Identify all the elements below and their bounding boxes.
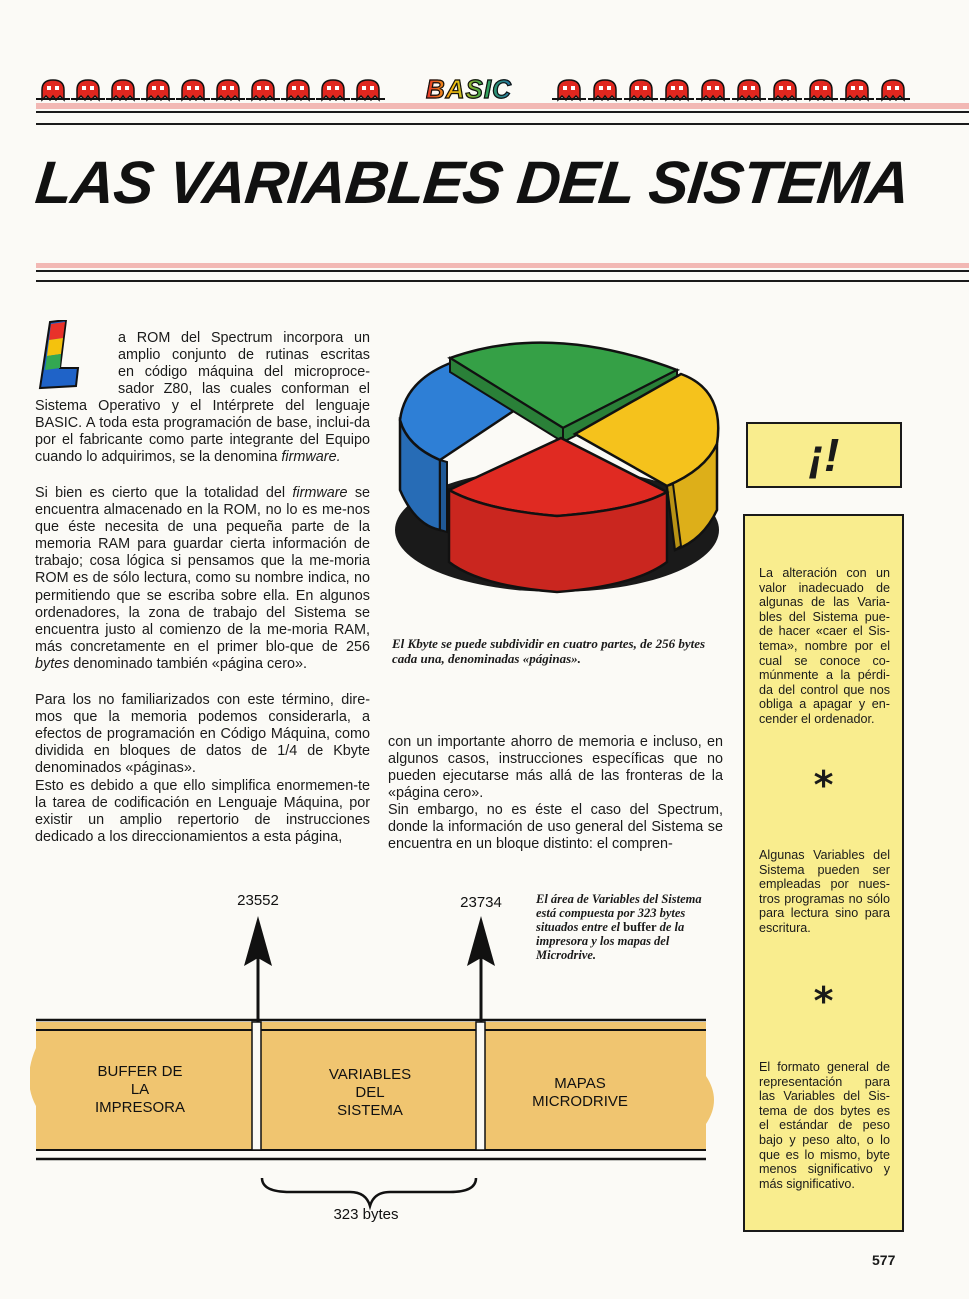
address-end-label: 23734 xyxy=(460,894,502,911)
paragraph-1-text: Sistema Operativo y el Intérprete del lenguaje BASIC. A toda esta programación de base, inclui-da por el fabricante como parte integrante del Equipo cuando lo adquirimos, se la denomina xyxy=(35,398,370,466)
invader-icon xyxy=(804,76,838,102)
invader-icon xyxy=(141,76,175,102)
sidebar-notes xyxy=(743,514,904,1232)
invader-icon xyxy=(588,76,622,102)
invader-icon xyxy=(351,76,385,102)
arrow-up-icon xyxy=(467,916,495,1022)
invader-icon xyxy=(552,76,586,102)
invader-icon xyxy=(281,76,315,102)
invader-icon xyxy=(71,76,105,102)
block-buffer-label: BUFFER DE xyxy=(97,1063,183,1080)
memory-caption-text: El área de Variables del Sistema está compuesta por 323 bytes situados entre el xyxy=(536,892,702,934)
paragraph-6: Sin embargo, no es éste el caso del Spectrum, donde la información de uso general del Sistema se encuentra en un bloque distinto: el compren- xyxy=(388,802,723,853)
header-rule-2 xyxy=(36,123,969,125)
invader-icon xyxy=(660,76,694,102)
invader-row-right xyxy=(552,0,917,110)
paragraph-2-italic: firmware xyxy=(292,485,348,501)
title-rule xyxy=(36,270,969,272)
title-rule-2 xyxy=(36,280,969,282)
paragraph-3: Para los no familiarizados con este término, dire-mos que la memoria podemos considerarla, a efectos de programación en Código Máquina, como dividida en bloques de datos de 1/4 de Kbyte denominados «páginas». xyxy=(35,692,370,777)
invader-icon xyxy=(246,76,280,102)
block-buffer-label: LA xyxy=(130,1081,150,1098)
block-variables-label: VARIABLES xyxy=(328,1066,412,1083)
page-pie-illustration xyxy=(385,340,730,595)
drop-cap-letter xyxy=(36,320,80,390)
paragraph-2-italic-2: bytes xyxy=(35,655,70,672)
block-microdrive-label: MICRODRIVE xyxy=(532,1093,628,1110)
block-divider-left xyxy=(252,1022,261,1150)
pie-caption: El Kbyte se puede subdividir en cuatro partes, de 256 bytes cada una, denominadas «páginas». xyxy=(392,636,706,666)
block-microdrive-label: MAPAS xyxy=(554,1075,606,1092)
paragraph-1 xyxy=(35,398,370,466)
section-logo: BASIC xyxy=(426,74,522,104)
paragraph-2-text: Si bien es cierto que la totalidad del xyxy=(35,485,286,501)
invader-icon xyxy=(696,76,730,102)
invader-icon xyxy=(732,76,766,102)
invader-icon xyxy=(106,76,140,102)
block-buffer-label: IMPRESORA xyxy=(94,1099,186,1116)
sidebar-note-2: Algunas Variables del Sistema pueden ser empleadas por nues-tros programas no sólo para lectura sino para escritura. xyxy=(759,848,890,935)
span-label: 323 bytes xyxy=(333,1206,399,1223)
sidebar-exclaim-box xyxy=(746,422,902,488)
header-rule xyxy=(36,111,969,113)
intro-line: sador Z80, las cuales conforman el xyxy=(118,381,370,398)
sidebar-note-3: El formato general de representación para las Variables del Sis-tema de dos bytes es el estándar de peso bajo y peso alto, o lo que es lo mismo, byte menos significativo y más significativo. xyxy=(759,1060,890,1191)
intro-line: amplio conjunto de rutinas escritas xyxy=(118,347,370,364)
asterisk-icon: * xyxy=(813,979,834,1023)
paragraph-2-text-c: denominado también «página cero». xyxy=(73,655,308,672)
paragraph-2-text-b: se encuentra almacenado en la ROM, no lo es me-nos que éste necesita de una pequeña parte de la memoria RAM para guardar cierta información de trabajo; cosa lógica si pensamos que la me-moria ROM es de sólo lectura, como su nombre indica, no permitiendo que se escriba sobre ella. En algunos ordenadores, la zona de trabajo del Sistema se encuentra justo al comienzo de la me-moria RAM, más concretamente en el primer blo-que de 256 xyxy=(35,485,371,655)
paragraph-5: con un importante ahorro de memoria e incluso, en algunos casos, instrucciones específicas que no pueden ejecutarse más allá de las fronteras de la «página cero». xyxy=(388,734,723,802)
arrow-up-icon xyxy=(244,916,272,1022)
address-start-label: 23552 xyxy=(237,892,279,909)
paragraph-4: Esto es debido a que ello simplifica enormemen-te la tarea de codificación en Lenguaje Máquina, por existir un amplio repertorio de instrucciones dedicado a los direccionamientos a esta página, xyxy=(35,778,370,846)
invader-icon xyxy=(316,76,350,102)
block-variables-label: DEL xyxy=(355,1084,385,1101)
invader-icon xyxy=(624,76,658,102)
invader-icon xyxy=(876,76,910,102)
invader-icon xyxy=(211,76,245,102)
exclaim-glyph: ¡! xyxy=(808,429,840,481)
paragraph-1-italic: firmware. xyxy=(281,449,341,466)
invader-icon xyxy=(768,76,802,102)
invader-icon xyxy=(36,76,70,102)
page-number: 577 xyxy=(872,1252,896,1268)
memory-caption xyxy=(536,892,712,962)
paragraph-2 xyxy=(35,485,370,673)
asterisk-icon: * xyxy=(813,763,834,807)
brace-icon xyxy=(262,1178,476,1206)
sidebar-note-1: La alteración con un valor inadecuado de algunas de las Varia-bles del Sistema pue-de hacer «caer el Sis-tema», nombre por el cual se conoce co-múnmente a la pérdi-da del control que nos obliga a apagar y en-cender el ordenador. xyxy=(759,566,890,726)
block-variables-label: SISTEMA xyxy=(337,1102,403,1119)
intro-lines xyxy=(118,330,370,398)
page-title: LAS VARIABLES DEL SISTEMA xyxy=(32,149,913,216)
memory-caption-italic: buffer xyxy=(623,920,657,934)
invader-row-left xyxy=(36,0,396,110)
invader-icon xyxy=(176,76,210,102)
block-divider-right xyxy=(476,1022,485,1150)
invader-icon xyxy=(840,76,874,102)
memory-caption-end: de la impresora y los mapas del Microdrive. xyxy=(536,920,685,962)
intro-line: en código máquina del microproce- xyxy=(118,364,370,381)
title-pink-rule xyxy=(36,263,969,268)
intro-line: a ROM del Spectrum incorpora un xyxy=(118,330,370,346)
